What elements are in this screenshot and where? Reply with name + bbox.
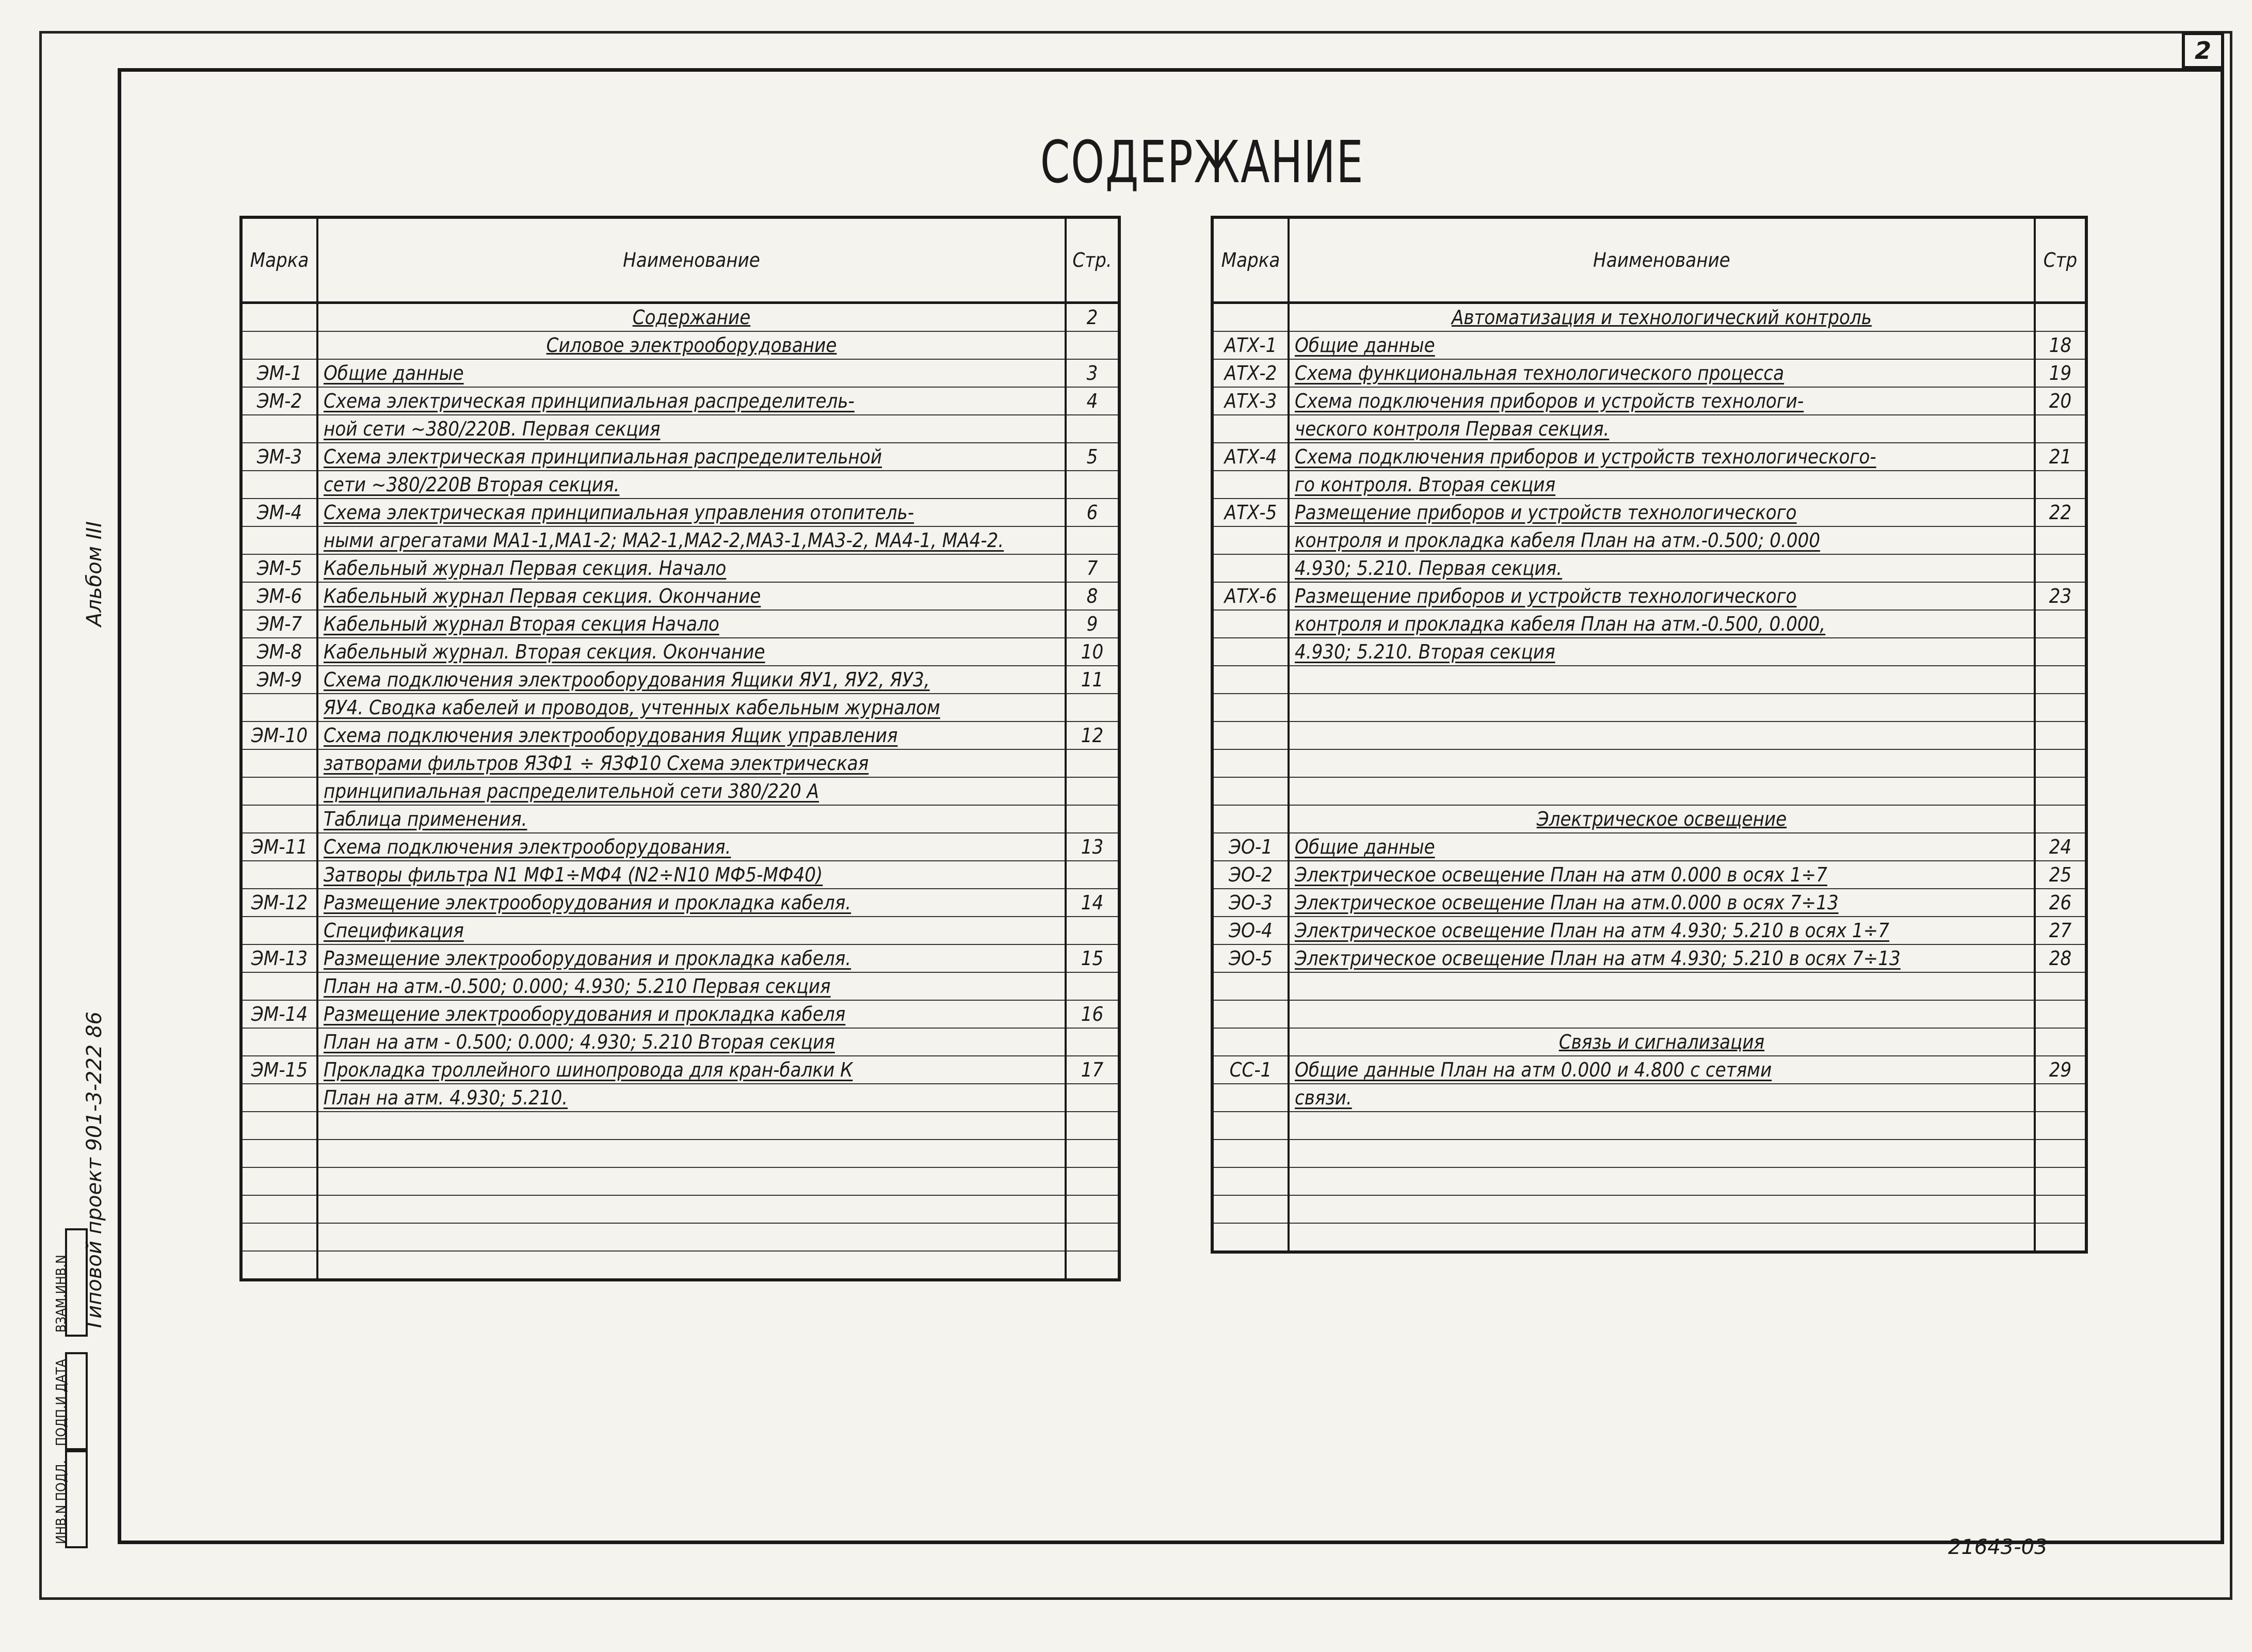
table-row xyxy=(241,917,1119,944)
row-name xyxy=(317,1251,1066,1280)
table-row xyxy=(1212,833,2086,861)
contents-table-left xyxy=(239,216,1121,1281)
row-mark: ЭМ-6 xyxy=(241,582,317,610)
row-mark xyxy=(241,1223,317,1251)
table-row xyxy=(1212,944,2086,972)
row-mark xyxy=(1212,1195,1289,1223)
table-row xyxy=(1212,443,2086,471)
row-page xyxy=(1066,1195,1119,1223)
row-mark xyxy=(241,1140,317,1167)
row-name: Кабельный журнал. Вторая секция. Окончание xyxy=(317,638,1066,666)
row-mark: ЭМ-15 xyxy=(241,1056,317,1084)
row-page xyxy=(1066,972,1119,1000)
table-row xyxy=(241,694,1119,721)
row-mark xyxy=(1212,554,1289,582)
row-name: Электрическое освещение План на атм 4.930; 5.210 в осях 7÷13 xyxy=(1289,944,2035,972)
row-name: связи. xyxy=(1289,1084,2035,1112)
row-page: 14 xyxy=(1066,889,1119,917)
row-name: Схема подключения электрооборудования Ящик управления xyxy=(317,721,1066,749)
row-page xyxy=(1066,471,1119,499)
row-name: Кабельный журнал Вторая секция Начало xyxy=(317,610,1066,638)
row-name: Размещение электрооборудования и прокладка кабеля. xyxy=(317,944,1066,972)
row-mark xyxy=(1212,666,1289,694)
table-row xyxy=(241,610,1119,638)
row-name: ной сети ~380/220В. Первая секция xyxy=(317,415,1066,443)
row-page xyxy=(2035,805,2086,833)
row-name: Электрическое освещение План на атм 4.930; 5.210 в осях 1÷7 xyxy=(1289,917,2035,944)
table-row xyxy=(1212,610,2086,638)
table-row xyxy=(1212,387,2086,415)
row-page xyxy=(2035,749,2086,777)
row-name xyxy=(317,1167,1066,1195)
row-name xyxy=(1289,694,2035,721)
row-mark xyxy=(241,1028,317,1056)
row-page xyxy=(2035,1028,2086,1056)
table-row xyxy=(241,861,1119,889)
row-name: Электрическое освещение План на атм.0.000 в осях 7÷13 xyxy=(1289,889,2035,917)
table-row xyxy=(241,972,1119,1000)
row-mark: ЭО-3 xyxy=(1212,889,1289,917)
table-row xyxy=(241,582,1119,610)
table-row xyxy=(241,638,1119,666)
row-page: 6 xyxy=(1066,499,1119,526)
row-page: 11 xyxy=(1066,666,1119,694)
row-name: Общие данные xyxy=(1289,833,2035,861)
row-mark: ЭМ-11 xyxy=(241,833,317,861)
table-row xyxy=(1212,1056,2086,1084)
row-name: затворами фильтров ЯЗФ1 ÷ ЯЗФ10 Схема электрическая xyxy=(317,749,1066,777)
row-page: 28 xyxy=(2035,944,2086,972)
table-row xyxy=(1212,1223,2086,1252)
row-page: 24 xyxy=(2035,833,2086,861)
row-mark xyxy=(1212,1028,1289,1056)
row-name: Схема подключения электрооборудования. xyxy=(317,833,1066,861)
row-page xyxy=(1066,1028,1119,1056)
row-mark xyxy=(241,694,317,721)
row-name: Спецификация xyxy=(317,917,1066,944)
row-page: 4 xyxy=(1066,387,1119,415)
row-mark xyxy=(1212,1140,1289,1167)
table-row xyxy=(1212,415,2086,443)
table-row xyxy=(241,331,1119,359)
row-mark xyxy=(1212,1084,1289,1112)
table-row xyxy=(1212,331,2086,359)
table-row xyxy=(1212,471,2086,499)
row-name: Силовое электрооборудование xyxy=(317,331,1066,359)
row-mark xyxy=(1212,1000,1289,1028)
row-page: 10 xyxy=(1066,638,1119,666)
row-mark xyxy=(1212,805,1289,833)
row-page: 29 xyxy=(2035,1056,2086,1084)
row-name: принципиальная распределительной сети 380/220 А xyxy=(317,777,1066,805)
row-page xyxy=(2035,303,2086,332)
row-page xyxy=(2035,777,2086,805)
row-mark: СС-1 xyxy=(1212,1056,1289,1084)
row-mark xyxy=(1212,638,1289,666)
row-name xyxy=(1289,972,2035,1000)
row-mark: АТХ-5 xyxy=(1212,499,1289,526)
table-row xyxy=(241,415,1119,443)
row-mark xyxy=(1212,972,1289,1000)
row-mark xyxy=(1212,1167,1289,1195)
row-name: Содержание xyxy=(317,303,1066,332)
row-mark xyxy=(241,1084,317,1112)
row-page xyxy=(2035,1195,2086,1223)
table-row xyxy=(1212,1140,2086,1167)
row-name: План на атм.-0.500; 0.000; 4.930; 5.210 Первая секция xyxy=(317,972,1066,1000)
row-name: План на атм. 4.930; 5.210. xyxy=(317,1084,1066,1112)
row-page: 15 xyxy=(1066,944,1119,972)
table-row xyxy=(241,1084,1119,1112)
row-mark: ЭМ-4 xyxy=(241,499,317,526)
table-row xyxy=(1212,721,2086,749)
row-name xyxy=(1289,1167,2035,1195)
row-name xyxy=(1289,1195,2035,1223)
row-page xyxy=(1066,526,1119,554)
row-name xyxy=(1289,721,2035,749)
row-page xyxy=(2035,666,2086,694)
row-page xyxy=(2035,1112,2086,1140)
table-row xyxy=(1212,499,2086,526)
row-name: Электрическое освещение План на атм 0.000 в осях 1÷7 xyxy=(1289,861,2035,889)
row-page: 17 xyxy=(1066,1056,1119,1084)
row-page xyxy=(2035,694,2086,721)
row-name: Общие данные xyxy=(1289,331,2035,359)
row-mark: ЭО-5 xyxy=(1212,944,1289,972)
row-page xyxy=(1066,1140,1119,1167)
row-name: Электрическое освещение xyxy=(1289,805,2035,833)
row-mark: АТХ-3 xyxy=(1212,387,1289,415)
archive-number: 21643-03 xyxy=(1948,1535,2048,1559)
row-mark: ЭМ-1 xyxy=(241,359,317,387)
row-mark: ЭМ-3 xyxy=(241,443,317,471)
row-page xyxy=(1066,917,1119,944)
row-page xyxy=(2035,554,2086,582)
table-header-row xyxy=(241,217,1119,303)
table-row xyxy=(241,1140,1119,1167)
row-name xyxy=(317,1112,1066,1140)
table-row xyxy=(1212,749,2086,777)
row-page xyxy=(1066,1112,1119,1140)
row-mark: ЭМ-9 xyxy=(241,666,317,694)
row-mark xyxy=(241,805,317,833)
row-page xyxy=(2035,1084,2086,1112)
row-name: План на атм - 0.500; 0.000; 4.930; 5.210 Вторая секция xyxy=(317,1028,1066,1056)
page-number: 2 xyxy=(2182,32,2224,69)
stamp-cell-original-inv: ИНВ.N ПОДЛ. xyxy=(65,1450,88,1548)
row-page: 16 xyxy=(1066,1000,1119,1028)
row-mark: ЭМ-7 xyxy=(241,610,317,638)
table-row xyxy=(1212,526,2086,554)
table-row xyxy=(1212,582,2086,610)
column-header-page: Стр xyxy=(2035,217,2086,303)
row-name xyxy=(1289,1112,2035,1140)
row-name: ными агрегатами МА1-1,МА1-2; МА2-1,МА2-2,МА3-1,МА3-2, МА4-1, МА4-2. xyxy=(317,526,1066,554)
row-name xyxy=(317,1140,1066,1167)
table-row xyxy=(1212,694,2086,721)
table-row xyxy=(241,944,1119,972)
row-page xyxy=(2035,471,2086,499)
row-name: Связь и сигнализация xyxy=(1289,1028,2035,1056)
row-mark xyxy=(241,777,317,805)
row-name: Размещение электрооборудования и прокладка кабеля. xyxy=(317,889,1066,917)
row-mark xyxy=(1212,303,1289,332)
table-row xyxy=(241,1195,1119,1223)
column-header-name: Наименование xyxy=(1289,217,2035,303)
row-mark xyxy=(241,749,317,777)
row-page xyxy=(2035,610,2086,638)
table-row xyxy=(1212,1028,2086,1056)
table-row xyxy=(241,749,1119,777)
row-name: Общие данные xyxy=(317,359,1066,387)
table-row xyxy=(1212,1084,2086,1112)
table-row xyxy=(1212,638,2086,666)
row-name: Прокладка троллейного шинопровода для кран-балки К xyxy=(317,1056,1066,1084)
row-name xyxy=(1289,749,2035,777)
table-row xyxy=(241,666,1119,694)
row-page xyxy=(1066,1167,1119,1195)
table-row xyxy=(241,443,1119,471)
row-mark: ЭМ-2 xyxy=(241,387,317,415)
row-mark: АТХ-2 xyxy=(1212,359,1289,387)
row-page xyxy=(2035,1140,2086,1167)
table-row xyxy=(241,1167,1119,1195)
row-mark xyxy=(1212,777,1289,805)
table-header-row xyxy=(1212,217,2086,303)
row-mark: ЭМ-8 xyxy=(241,638,317,666)
table-row xyxy=(1212,1195,2086,1223)
row-page xyxy=(1066,694,1119,721)
row-mark xyxy=(1212,721,1289,749)
row-name: Схема подключения приборов и устройств технологи- xyxy=(1289,387,2035,415)
table-row xyxy=(241,526,1119,554)
row-mark xyxy=(241,1112,317,1140)
row-page xyxy=(2035,972,2086,1000)
row-name: 4.930; 5.210. Первая секция. xyxy=(1289,554,2035,582)
row-mark xyxy=(1212,1223,1289,1252)
table-row xyxy=(241,471,1119,499)
row-page xyxy=(1066,749,1119,777)
row-page xyxy=(2035,415,2086,443)
album-label: Альбом III xyxy=(83,521,106,627)
row-mark xyxy=(241,1167,317,1195)
row-name: Таблица применения. xyxy=(317,805,1066,833)
row-name: Кабельный журнал Первая секция. Окончание xyxy=(317,582,1066,610)
row-name: ческого контроля Первая секция. xyxy=(1289,415,2035,443)
row-page xyxy=(1066,861,1119,889)
row-page xyxy=(1066,331,1119,359)
row-mark xyxy=(241,917,317,944)
row-page: 20 xyxy=(2035,387,2086,415)
row-page: 9 xyxy=(1066,610,1119,638)
table-row xyxy=(1212,1112,2086,1140)
row-page: 25 xyxy=(2035,861,2086,889)
row-page xyxy=(2035,526,2086,554)
row-name: 4.930; 5.210. Вторая секция xyxy=(1289,638,2035,666)
row-mark: АТХ-1 xyxy=(1212,331,1289,359)
row-mark xyxy=(241,861,317,889)
table-row xyxy=(1212,1000,2086,1028)
table-row xyxy=(1212,554,2086,582)
row-mark xyxy=(1212,1112,1289,1140)
row-page: 13 xyxy=(1066,833,1119,861)
row-name xyxy=(317,1195,1066,1223)
table-row xyxy=(241,1112,1119,1140)
column-header-mark: Марка xyxy=(1212,217,1289,303)
row-name xyxy=(1289,1000,2035,1028)
row-page xyxy=(1066,1084,1119,1112)
row-name: Автоматизация и технологический контроль xyxy=(1289,303,2035,332)
row-name: Затворы фильтра N1 МФ1÷МФ4 (N2÷N10 МФ5-МФ40) xyxy=(317,861,1066,889)
row-mark: ЭМ-10 xyxy=(241,721,317,749)
row-page xyxy=(2035,638,2086,666)
row-mark xyxy=(241,1195,317,1223)
row-mark xyxy=(1212,526,1289,554)
row-name: Схема электрическая принципиальная управления отопитель- xyxy=(317,499,1066,526)
row-name xyxy=(1289,777,2035,805)
row-name: Размещение приборов и устройств технологического xyxy=(1289,499,2035,526)
stamp-cell-replace-inv: ВЗАМ.ИНВ.N xyxy=(65,1228,88,1337)
row-page: 26 xyxy=(2035,889,2086,917)
contents-table-right xyxy=(1211,216,2088,1254)
row-page: 7 xyxy=(1066,554,1119,582)
row-name: сети ~380/220В Вторая секция. xyxy=(317,471,1066,499)
table-row xyxy=(241,499,1119,526)
table-row xyxy=(241,833,1119,861)
table-row xyxy=(241,1000,1119,1028)
row-name: Схема электрическая принципиальная распределитель- xyxy=(317,387,1066,415)
row-page: 3 xyxy=(1066,359,1119,387)
row-mark: ЭМ-14 xyxy=(241,1000,317,1028)
row-mark xyxy=(241,331,317,359)
table-row xyxy=(1212,805,2086,833)
row-page xyxy=(2035,721,2086,749)
table-row xyxy=(1212,777,2086,805)
row-mark xyxy=(241,303,317,332)
row-mark: АТХ-6 xyxy=(1212,582,1289,610)
table-row xyxy=(1212,917,2086,944)
row-name: Кабельный журнал Первая секция. Начало xyxy=(317,554,1066,582)
table-row xyxy=(241,805,1119,833)
row-page: 21 xyxy=(2035,443,2086,471)
row-name: Общие данные План на атм 0.000 и 4.800 с сетями xyxy=(1289,1056,2035,1084)
row-page: 8 xyxy=(1066,582,1119,610)
row-mark: ЭО-4 xyxy=(1212,917,1289,944)
row-mark xyxy=(241,1251,317,1280)
row-page: 27 xyxy=(2035,917,2086,944)
row-page: 12 xyxy=(1066,721,1119,749)
table-row xyxy=(1212,666,2086,694)
table-row xyxy=(1212,1167,2086,1195)
row-mark: ЭМ-12 xyxy=(241,889,317,917)
table-row xyxy=(241,1056,1119,1084)
row-page: 2 xyxy=(1066,303,1119,332)
row-name: го контроля. Вторая секция xyxy=(1289,471,2035,499)
row-page xyxy=(2035,1167,2086,1195)
table-row xyxy=(241,721,1119,749)
row-name: Схема подключения приборов и устройств технологического- xyxy=(1289,443,2035,471)
row-name xyxy=(1289,1140,2035,1167)
row-page: 22 xyxy=(2035,499,2086,526)
row-name xyxy=(317,1223,1066,1251)
row-name xyxy=(1289,666,2035,694)
row-page xyxy=(2035,1223,2086,1252)
row-page xyxy=(1066,1223,1119,1251)
row-mark xyxy=(1212,610,1289,638)
row-mark xyxy=(241,471,317,499)
row-page xyxy=(1066,777,1119,805)
row-name xyxy=(1289,1223,2035,1252)
row-mark xyxy=(241,526,317,554)
table-row xyxy=(1212,889,2086,917)
row-page: 23 xyxy=(2035,582,2086,610)
table-row xyxy=(241,777,1119,805)
row-page: 19 xyxy=(2035,359,2086,387)
row-name: Схема электрическая принципиальная распределительной xyxy=(317,443,1066,471)
row-mark: ЭМ-13 xyxy=(241,944,317,972)
table-row xyxy=(241,303,1119,332)
column-header-page: Стр. xyxy=(1066,217,1119,303)
row-mark xyxy=(241,972,317,1000)
table-row xyxy=(1212,359,2086,387)
table-row xyxy=(1212,972,2086,1000)
table-row xyxy=(241,889,1119,917)
page-title: СОДЕРЖАНИЕ xyxy=(1040,129,1364,196)
row-page: 18 xyxy=(2035,331,2086,359)
row-mark xyxy=(1212,471,1289,499)
row-name: контроля и прокладка кабеля План на атм.-0.500, 0.000, xyxy=(1289,610,2035,638)
row-name: ЯУ4. Сводка кабелей и проводов, учтенных кабельным журналом xyxy=(317,694,1066,721)
table-row xyxy=(241,387,1119,415)
row-mark: АТХ-4 xyxy=(1212,443,1289,471)
row-page xyxy=(1066,415,1119,443)
row-name: Схема подключения электрооборудования Ящики ЯУ1, ЯУ2, ЯУ3, xyxy=(317,666,1066,694)
table-row xyxy=(241,1223,1119,1251)
project-label: Типовой проект 901-3-222 86 xyxy=(83,1012,106,1332)
row-mark xyxy=(241,415,317,443)
table-row xyxy=(241,1251,1119,1280)
row-page xyxy=(2035,1000,2086,1028)
row-page xyxy=(1066,805,1119,833)
table-row xyxy=(241,554,1119,582)
row-mark xyxy=(1212,749,1289,777)
table-row xyxy=(241,359,1119,387)
table-row xyxy=(1212,303,2086,332)
stamp-cell-sign-date: ПОДП.И ДАТА xyxy=(65,1352,88,1450)
row-mark: ЭО-1 xyxy=(1212,833,1289,861)
column-header-name: Наименование xyxy=(317,217,1066,303)
column-header-mark: Марка xyxy=(241,217,317,303)
row-mark: ЭО-2 xyxy=(1212,861,1289,889)
row-name: Размещение приборов и устройств технологического xyxy=(1289,582,2035,610)
row-mark: ЭМ-5 xyxy=(241,554,317,582)
row-page xyxy=(1066,1251,1119,1280)
row-name: Схема функциональная технологического процесса xyxy=(1289,359,2035,387)
row-mark xyxy=(1212,694,1289,721)
table-row xyxy=(1212,861,2086,889)
row-page: 5 xyxy=(1066,443,1119,471)
table-row xyxy=(241,1028,1119,1056)
row-mark xyxy=(1212,415,1289,443)
row-name: Размещение электрооборудования и прокладка кабеля xyxy=(317,1000,1066,1028)
row-name: контроля и прокладка кабеля План на атм.-0.500; 0.000 xyxy=(1289,526,2035,554)
